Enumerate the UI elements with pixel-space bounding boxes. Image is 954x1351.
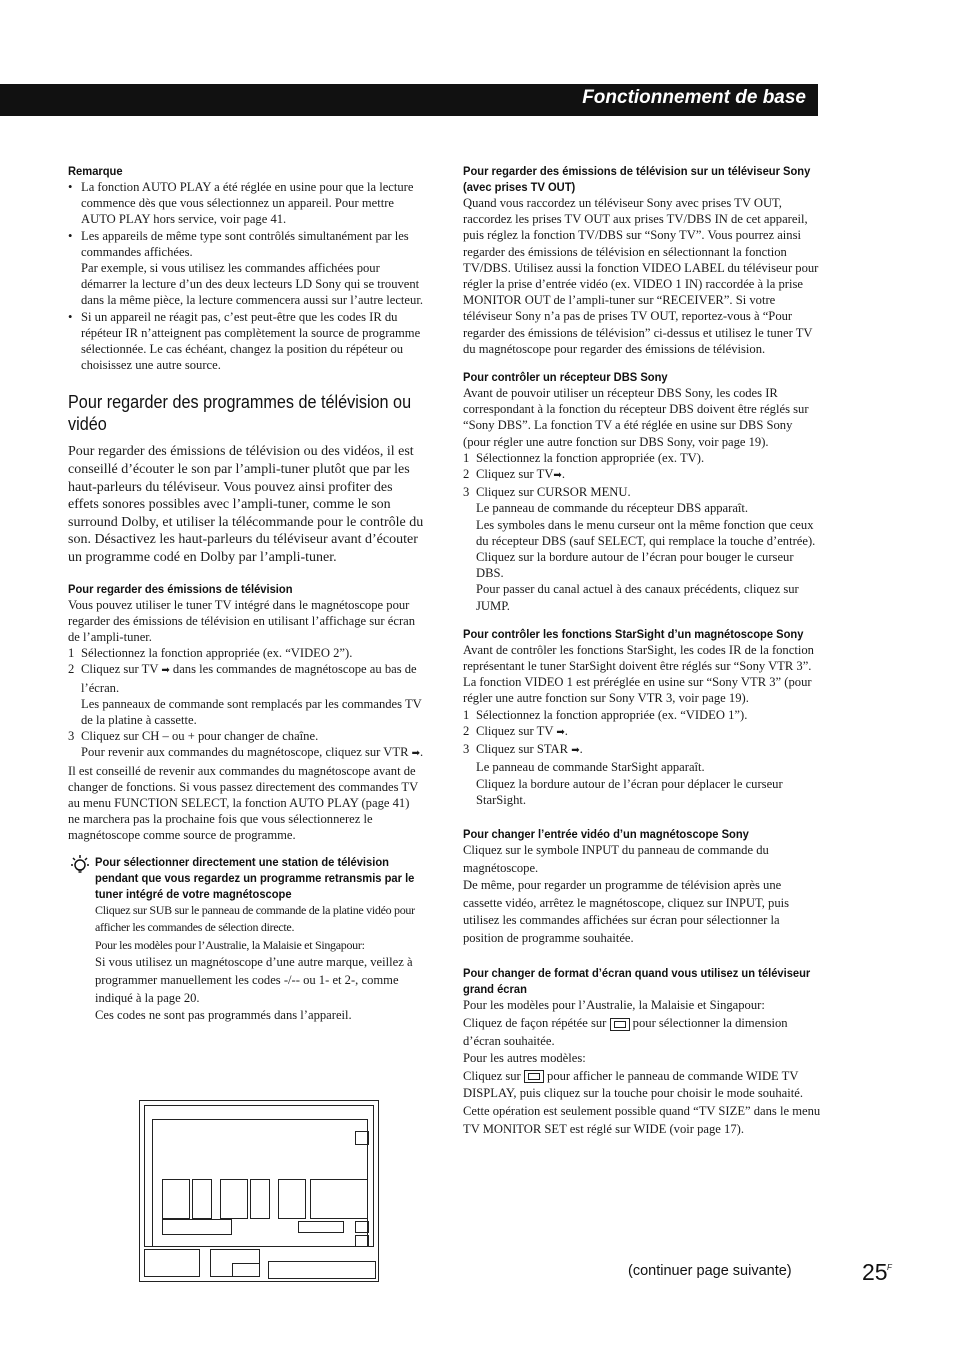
screen-illustration: [139, 1100, 379, 1282]
page-number-suffix: F: [887, 1263, 892, 1272]
wide-screen-subheading: Pour changer de format d’écran quand vous utilisez un téléviseur grand écran: [463, 966, 811, 997]
dbs-step-1: 1 Sélectionnez la fonction appropriée (ex. TV).: [463, 450, 705, 465]
tv-arrow-button: [298, 1221, 344, 1233]
tv-step-2: 2 Cliquez sur TV ➡ dans les commandes de magnétoscope au bas de l’écran.: [68, 662, 417, 695]
video-input-subheading: Pour changer l’entrée vidéo d’un magnétoscope Sony: [463, 826, 749, 841]
sony-tv-subheading: Pour regarder des émissions de télévision sur un téléviseur Sony (avec prises TV OUT): [463, 164, 811, 194]
arrow-icon: ➡: [571, 745, 580, 757]
tv-paragraph: Vous pouvez utiliser le tuner TV intégré dans le magnétoscope pour regarder des émissions de télévision en utilisant l’affichage sur écran de l’ampli-tuner.: [68, 597, 416, 644]
starsight-step-1: 1 Sélectionnez la fonction appropriée (ex. “VIDEO 1”).: [463, 707, 748, 722]
remark-item: • Si un appareil ne réagit pas, c’est peut-être que les codes IR du répéteur IR n’atteignent pas complètement la source de programme sélectionnée. Le cas échéant, changez la position du répéteur ou choisissez une autre source.: [68, 309, 424, 374]
arrow-icon: ➡: [411, 748, 421, 760]
dbs-step-2: 2 Cliquez sur TV➡.: [463, 467, 565, 482]
section-heading: Pour regarder des programmes de télévision ou vidéo: [68, 392, 412, 435]
tv-step-2-note: Les panneaux de commande sont remplacés par les commandes TV de la platine à cassette.: [81, 696, 422, 728]
tip-block: [68, 854, 424, 1025]
screen-icon: [524, 1070, 544, 1083]
control-button: [192, 1179, 212, 1219]
tip-text: Si vous utilisez un magnétoscope d’une autre marque, veillez à programmer manuellement les codes -/-- ou 1- et 2-, comme indiqué à la page 20.: [95, 955, 413, 1005]
control-button: [250, 1179, 270, 1219]
dbs-step-3: 3 Cliquez sur CURSOR MENU.: [463, 485, 631, 500]
dbs-note: Les symboles dans le menu curseur ont la même fonction que ceux du récepteur DBS (sauf SELECT, qui remplace la touche d’entrée). Cliquez sur la bordure autour de l’écran pour bouger le curseur DBS.: [476, 517, 816, 581]
tv-step-1: 1 Sélectionnez la fonction appropriée (ex. “VIDEO 2”).: [68, 646, 353, 661]
sony-tv-paragraph: Quand vous raccordez un téléviseur Sony avec prises TV OUT, raccordez les prises TV OUT aux prises TV/DBS IN de cet appareil, puis réglez la fonction TV/DBS sur “Sony TV”. Vous pourrez ainsi regarder des émissions de télévision en sélectionnant la fonction TV/DBS. Utilisez aussi la fonction VIDEO LABEL du téléviseur pour régler la prise d’entrée vidéo (ex. VIDEO 1 IN) raccordée à la prise MONITOR OUT de l’ampli-tuner sur “RECEIVER”. Si votre téléviseur Sony n’a pas de prises TV OUT, reportez-vous à “Pour regarder des émissions de télévision” ci-dessus et utilisez le tuner TV du magnétoscope pour regarder des émissions de télévision.: [463, 196, 819, 356]
left-column: [68, 163, 424, 1025]
page-number: 25: [862, 1259, 888, 1285]
tv-subheading: Pour regarder des émissions de télévision: [68, 581, 293, 596]
screen-icon: [610, 1018, 630, 1031]
remark-item: • Les appareils de même type sont contrôlés simultanément par les commandes affichées.: [68, 228, 424, 260]
starsight-note: Cliquez la bordure autour de l’écran pour déplacer le curseur StarSight.: [476, 776, 783, 807]
tv-step-3-note: Pour revenir aux commandes du magnétoscope, cliquez sur VTR ➡.: [81, 745, 424, 760]
video-input-paragraph: Cliquez sur le symbole INPUT du panneau de commande du magnétoscope.: [463, 842, 769, 875]
control-button: [278, 1179, 306, 1219]
starsight-step-3: 3 Cliquez sur STAR ➡.: [463, 742, 583, 757]
tip-text: Cliquez sur SUB sur le panneau de commande de la platine vidéo pour afficher les commandes de sélection directe.: [95, 902, 415, 935]
tip-title: Pour sélectionner directement une station de télévision pendant que vous regardez un programme retransmis par le tuner intégré de votre magnétoscope: [95, 854, 415, 901]
wide-screen-text: Cliquez de façon répétée sur pour sélectionner la dimension d’écran souhaitée.: [463, 1016, 788, 1048]
remark-item: • La fonction AUTO PLAY a été réglée en usine pour que la lecture commence dès que vous sélectionnez un appareil. Pour mettre AUTO PLAY hors service, voir page 41.: [68, 179, 424, 228]
control-button: [220, 1179, 248, 1219]
remark-title: Remarque: [68, 164, 123, 178]
starsight-note: Le panneau de commande StarSight apparaît.: [476, 760, 705, 775]
control-button: [355, 1131, 369, 1145]
control-button: [268, 1261, 376, 1279]
section-header: [0, 84, 818, 116]
right-column: [463, 163, 821, 1138]
section-title: Fonctionnement de base: [582, 87, 806, 108]
dbs-paragraph: Avant de pouvoir utiliser un récepteur DBS Sony, les codes IR correspondant à la fonction du récepteur DBS doivent être réglés sur “Sony DBS”. La fonction TV a été réglée en usine sur DBS Sony (pour régler une autre fonction sur DBS Sony, voir page 19).: [463, 386, 809, 449]
intro-paragraph: Pour regarder des émissions de télévision ou des vidéos, il est conseillé d’écouter le son par l’ampli-tuner plutôt que par les haut-parleurs du téléviseur. Vous pouvez ainsi profiter des effets sonores possibles avec l’ampli-tuner, comme le son surround Dolby, et utiliser la télécommande pour le contrôle du son. Désactivez les haut-parleurs du téléviseur avant d’écouter un programme codé en Dolby par l’ampli-tuner.: [68, 444, 424, 565]
dbs-note: Pour passer du canal actuel à des canaux précédents, cliquez sur JUMP.: [476, 582, 799, 613]
wide-screen-text: Cette opération est seulement possible quand “TV SIZE” dans le menu TV MONITOR SET est réglé sur WIDE (voir page 17).: [463, 1104, 821, 1136]
wide-screen-text: Pour les modèles pour l’Australie, la Malaisie et Singapour:: [463, 998, 765, 1013]
control-button: [232, 1263, 260, 1277]
continue-note: (continuer page suivante): [628, 1263, 792, 1279]
tip-bulb-icon: [70, 854, 90, 879]
speaker-icon: [355, 1221, 369, 1233]
arrow-icon: ➡: [161, 665, 170, 677]
starsight-paragraph: Avant de contrôler les fonctions StarSight, les codes IR de la fonction représentant le tuner StarSight doivent être réglés sur “Sony VTR 3”. La fonction VIDEO 1 est préréglée en usine sur “Sony VTR 3” (pour régler une autre fonction sur Sony VTR 3, voir page 19).: [463, 642, 814, 706]
wide-screen-text: Pour les autres modèles:: [463, 1051, 586, 1066]
tip-text: Ces codes ne sont pas programmés dans l’appareil.: [95, 1008, 352, 1023]
arrow-icon: ➡: [553, 470, 562, 482]
dbs-subheading: Pour contrôler un récepteur DBS Sony: [463, 370, 668, 385]
starsight-subheading: Pour contrôler les fonctions StarSight d’un magnétoscope Sony: [463, 626, 804, 641]
starsight-step-2: 2 Cliquez sur TV ➡.: [463, 723, 568, 738]
screen-icon: [355, 1235, 369, 1247]
tv-advice: Il est conseillé de revenir aux commandes du magnétoscope avant de changer de fonctions. Si vous passez directement des commandes TV au menu FUNCTION SELECT, la fonction AUTO PLAY (page 41) ne marchera pas la prochaine fois que vous sélectionnerez le magnétoscope comme source de programme.: [68, 763, 418, 843]
control-button: [162, 1179, 190, 1219]
wide-screen-text: Cliquez sur pour afficher le panneau de commande WIDE TV DISPLAY, puis cliquez sur la touche pour choisir le mode souhaité.: [463, 1068, 803, 1101]
arrow-icon: ➡: [556, 726, 565, 738]
dbs-note: Le panneau de commande du récepteur DBS apparaît.: [476, 501, 749, 516]
tip-text: Pour les modèles pour l’Australie, la Malaisie et Singapour:: [95, 937, 365, 952]
control-button: [162, 1219, 232, 1235]
control-button: [310, 1179, 368, 1219]
remark-item-extra: Par exemple, si vous utilisez les commandes affichées pour démarrer la lecture d’un des deux lecteurs LD Sony qui se trouvent dans la même pièce, la lecture commencera aussi sur l’autre lecteur.: [81, 261, 423, 308]
tv-step-3: 3 Cliquez sur CH – ou + pour changer de chaîne.: [68, 729, 319, 744]
video-input-paragraph: De même, pour regarder un programme de télévision après une cassette vidéo, arrêtez le magnétoscope, cliquez sur INPUT, puis utilisez les commandes affichées sur écran pour sélectionner la position de programme souhaitée.: [463, 878, 790, 945]
control-button: [144, 1249, 200, 1277]
